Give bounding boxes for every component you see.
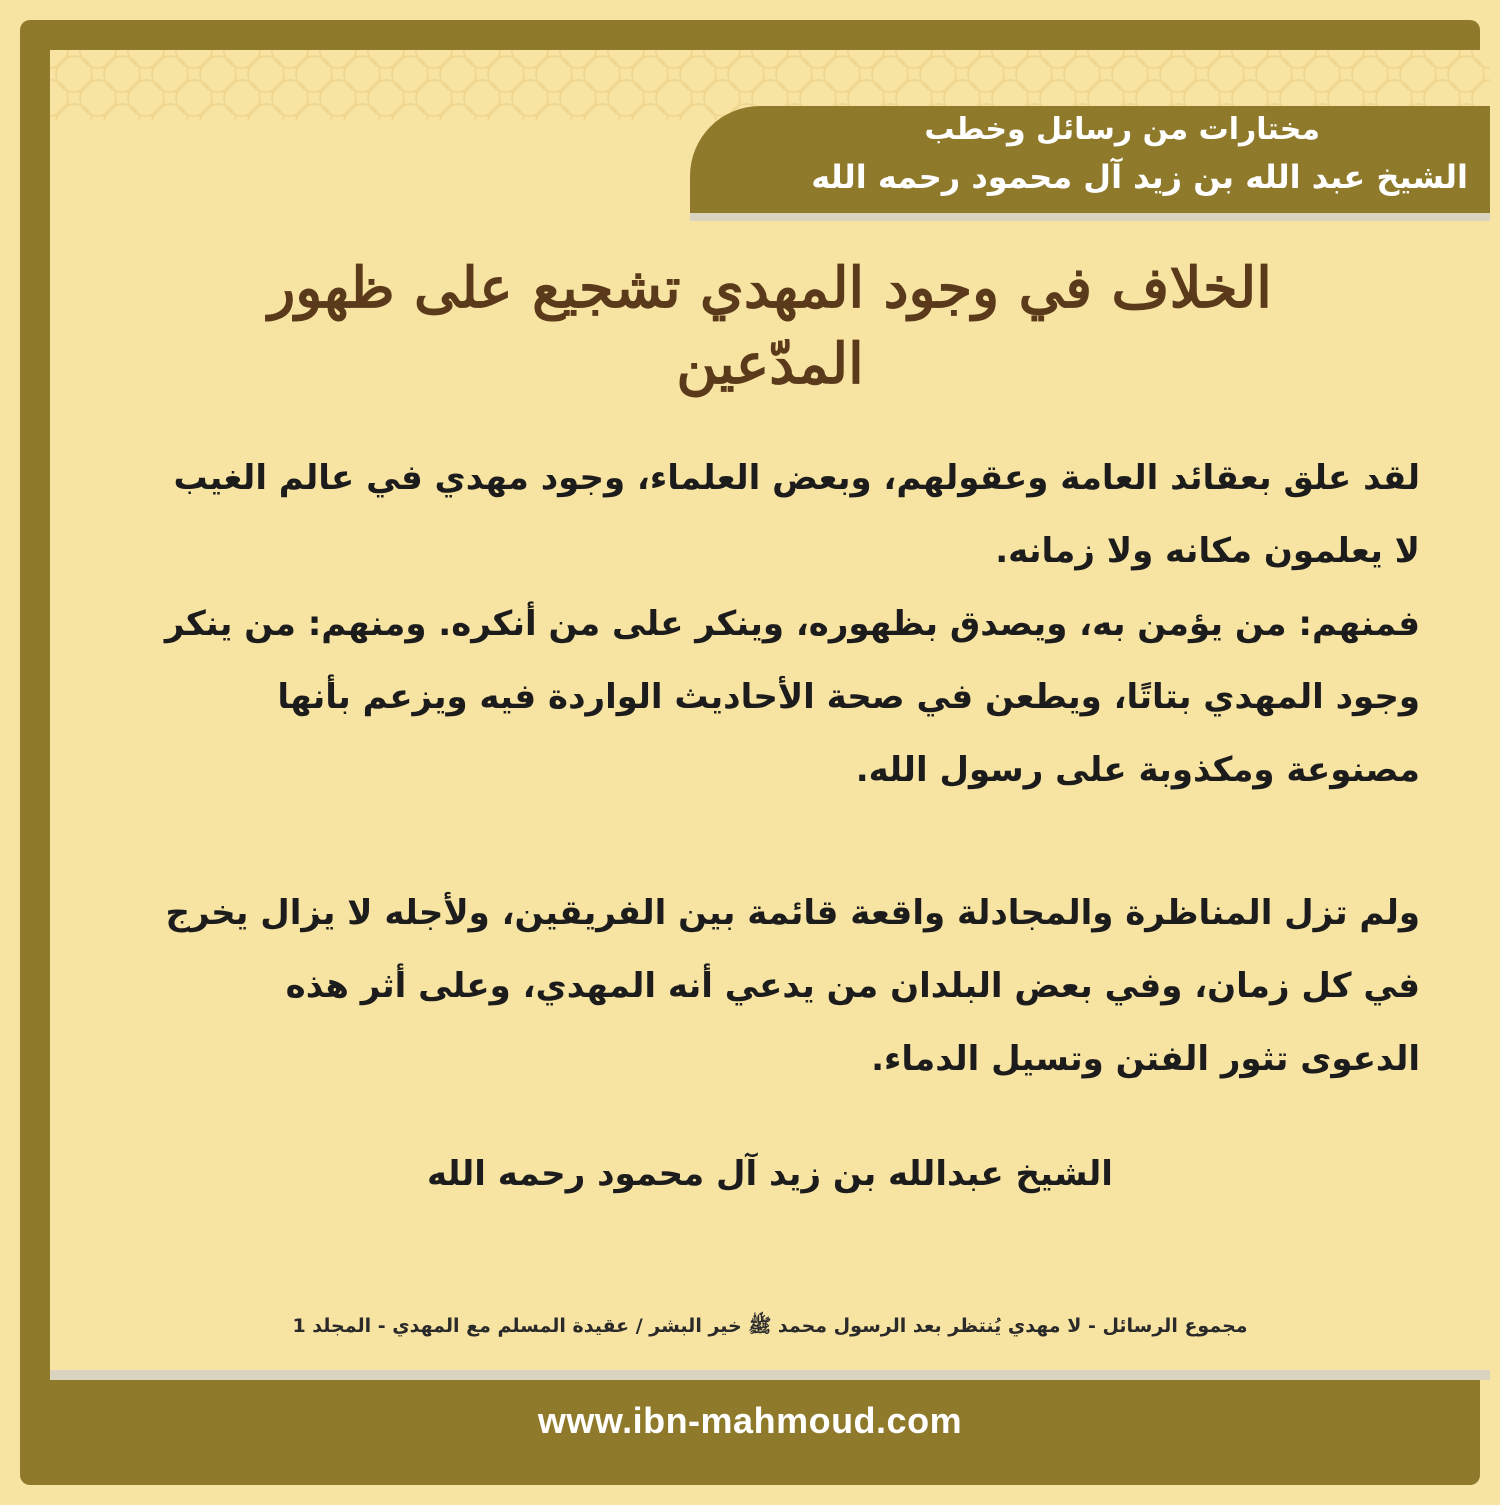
header-banner <box>690 106 1490 218</box>
outer-frame <box>20 20 1480 1485</box>
header-underline <box>690 213 1490 221</box>
author-name: الشيخ عبد الله بن زيد آل محمود رحمه الله <box>811 158 1468 196</box>
footer-divider <box>50 1370 1490 1380</box>
paragraph-1: لقد علق بعقائد العامة وعقولهم، وبعض العلماء، وجود مهدي في عالم الغيب لا يعلمون مكانه ولا زمانه. <box>173 458 1420 571</box>
website-link[interactable]: www.ibn-mahmoud.com <box>537 1400 963 1441</box>
source-citation: مجموع الرسائل - لا مهدي يُنتظر بعد الرسول محمد ﷺ خير البشر / عقيدة المسلم مع المهدي - المجلد 1 <box>292 1315 1248 1337</box>
article-body <box>160 442 1420 1096</box>
content-card <box>50 50 1490 1380</box>
paragraph-3: ولم تزل المناظرة والمجادلة واقعة قائمة بين الفريقين، ولأجله لا يزال يخرج في كل زمان، وفي بعض البلدان من يدعي أنه المهدي، وعلى أثر هذه الدعوى تثور الفتن وتسيل الدماء. <box>165 893 1420 1079</box>
paragraph-2: فمنهم: من يؤمن به، ويصدق بظهوره، وينكر على من أنكره. ومنهم: من ينكر وجود المهدي بتاتًا، ويطعن في صحة الأحاديث الواردة فيه ويزعم بأنها مصنوعة ومكذوبة على رسول الله. <box>164 604 1420 790</box>
series-title: مختارات من رسائل وخطب <box>924 112 1320 147</box>
signature: الشيخ عبدالله بن زيد آل محمود رحمه الله <box>427 1154 1113 1194</box>
page-title: الخلاف في وجود المهدي تشجيع على ظهور المدّعين <box>268 255 1272 397</box>
